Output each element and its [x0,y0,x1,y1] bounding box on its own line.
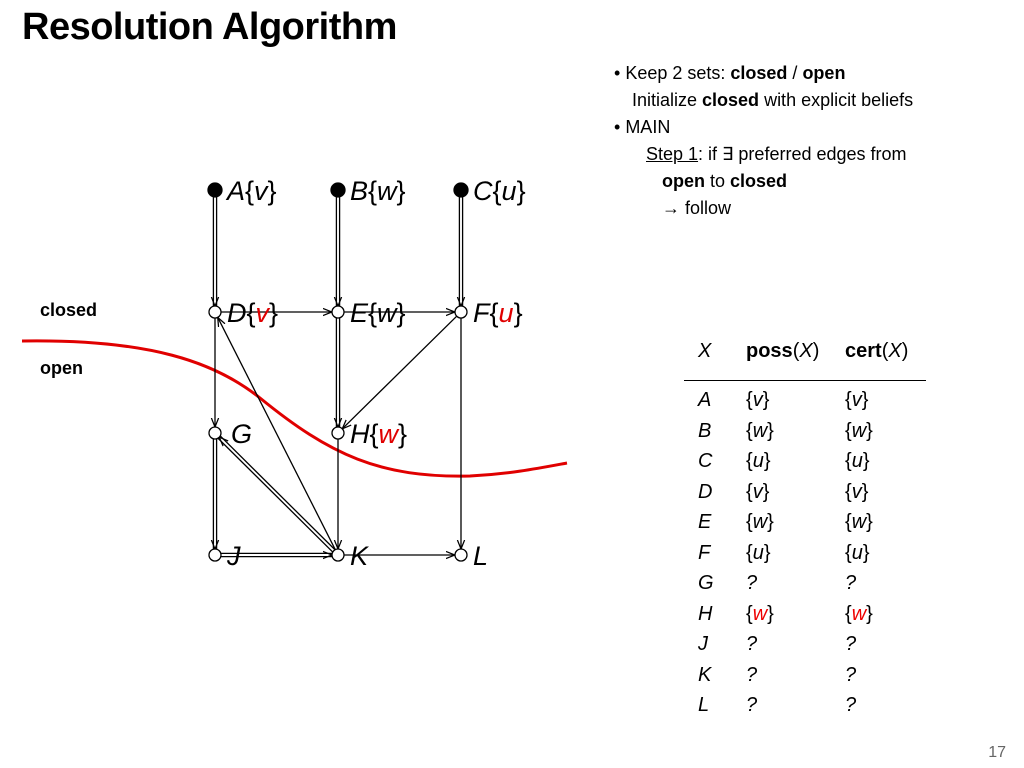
open-keyword: open [802,63,846,83]
edge-F-H [342,316,456,429]
row-poss: {u} [746,450,771,472]
table-rule [684,380,926,381]
node-B-marker [331,183,345,197]
row-poss: ? [746,663,758,686]
brace-close: } [396,298,406,328]
separator: / [787,63,803,83]
node-D-belief: v [255,298,270,328]
edge-G-J [213,439,216,549]
node-C-marker [454,183,468,197]
row-poss: ? [746,633,758,655]
edge-A-D [213,196,216,306]
row-poss: {v} [746,389,770,411]
node-H-marker [332,427,344,439]
table-row [684,694,926,725]
node-L [455,541,488,571]
table-row [684,389,926,420]
to-word: to [705,171,731,191]
node-G-marker [209,427,221,439]
row-cert: {u} [845,541,870,564]
open-keyword-2: open [662,171,705,191]
beliefs-table [684,340,926,725]
row-cert: {u} [845,450,870,472]
node-C [454,176,526,206]
row-variable: E [698,511,712,533]
node-A-belief: v [254,176,268,206]
node-A-name: A [227,176,246,206]
row-poss: {v} [746,480,770,503]
closed-open-boundary-curve [22,341,567,476]
brace-close: } [396,176,406,206]
node-F [455,298,523,328]
row-poss: {w} [746,419,774,442]
node-A-marker [208,183,222,197]
row-cert: {v} [845,389,869,411]
node-F-marker [455,306,467,318]
node-E [332,298,406,328]
table-row [684,664,926,695]
node-G-label [231,419,252,449]
row-variable: K [698,663,712,686]
node-C-name: C [473,176,493,206]
brace-open: { [245,176,255,206]
bullet-keep-sets: • Keep 2 sets: closed / open [614,63,846,83]
table-row [684,542,926,573]
table-row [684,511,926,542]
node-E-label [350,298,406,328]
closed-keyword: closed [730,63,788,83]
node-G-name: G [231,419,253,449]
row-variable: B [698,419,712,442]
node-F-label [473,298,523,328]
row-variable: C [698,450,713,472]
table-row [684,603,926,634]
node-J-marker [209,549,221,561]
edge-E-H [336,318,339,427]
header-poss: poss(X) [746,340,820,362]
row-poss: ? [746,572,758,594]
bullet-main: • MAIN [614,117,671,137]
node-J-name: J [227,541,241,571]
row-variable: G [698,572,714,594]
node-L-marker [455,549,467,561]
brace-close: } [513,298,523,328]
brace-close: } [267,176,277,206]
node-D-label [227,298,278,328]
node-K-marker [332,549,344,561]
node-B-label [350,176,406,206]
node-D-name: D [227,298,247,328]
bullet-text: Keep 2 sets: [625,63,731,83]
closed-region-label: closed [40,300,98,320]
header-x: X [698,340,712,362]
row-variable: A [698,389,712,411]
row-cert: ? [845,694,857,716]
node-F-belief: u [498,298,514,328]
node-H-label [350,419,407,449]
node-F-name: F [473,298,490,328]
table-row [684,572,926,603]
open-region-label: open [40,358,83,378]
edge-K-G [218,436,335,552]
brace-open: { [369,419,379,449]
row-variable: L [698,694,710,716]
brace-close: } [516,176,526,206]
node-H-name: H [350,419,370,449]
brace-close: } [398,419,408,449]
node-K-label [350,541,369,571]
brace-open: { [246,298,256,328]
node-D-marker [209,306,221,318]
node-J-label [226,541,241,571]
edge-B-E [336,196,339,306]
init-prefix: Initialize [632,90,703,110]
closed-keyword-3: closed [730,171,788,191]
row-poss: {w} [746,511,774,533]
row-variable: D [698,480,713,503]
edge-C-F [459,196,462,306]
node-E-name: E [350,298,369,328]
row-cert: {v} [845,480,869,503]
node-B [331,176,406,206]
brace-close: } [269,298,279,328]
row-cert: {w} [845,511,873,533]
node-B-belief: w [377,176,397,206]
node-E-marker [332,306,344,318]
node-D [209,298,278,328]
node-H-belief: w [378,419,399,449]
node-C-label [473,176,526,206]
row-poss: ? [746,694,758,716]
step-1-label: Step 1 [646,144,699,164]
page-number: 17 [988,744,1006,761]
row-poss: {u} [746,541,771,564]
node-L-name: L [473,541,489,571]
row-poss: {w} [746,602,774,625]
row-cert: {w} [845,602,873,625]
header-cert: cert(X) [845,340,909,362]
node-H [332,419,407,449]
row-variable: H [698,602,713,625]
row-variable: J [698,633,708,655]
main-label: MAIN [625,117,671,137]
row-variable: F [698,541,711,564]
table-row [684,633,926,664]
node-A [208,176,277,206]
table-header [684,340,926,374]
node-A-label [225,176,277,206]
node-E-belief: w [377,298,397,328]
brace-open: { [489,298,499,328]
closed-keyword-2: closed [702,90,760,110]
node-L-label [473,541,488,571]
table-row [684,450,926,481]
row-cert: {w} [845,419,873,442]
step-1-text: : if ∃ preferred edges from [698,144,907,164]
follow-text: → follow [662,198,732,218]
brace-open: { [368,298,378,328]
init-suffix: with explicit beliefs [759,90,914,110]
node-K-name: K [350,541,369,571]
table-row [684,420,926,451]
node-C-belief: u [501,176,517,206]
brace-open: { [492,176,502,206]
node-B-name: B [350,176,369,206]
table-body [684,389,926,725]
slide-title: Resolution Algorithm [22,6,397,48]
row-cert: ? [845,663,857,686]
table-row [684,481,926,512]
brace-open: { [368,176,378,206]
row-cert: ? [845,633,857,655]
row-cert: ? [845,572,857,594]
